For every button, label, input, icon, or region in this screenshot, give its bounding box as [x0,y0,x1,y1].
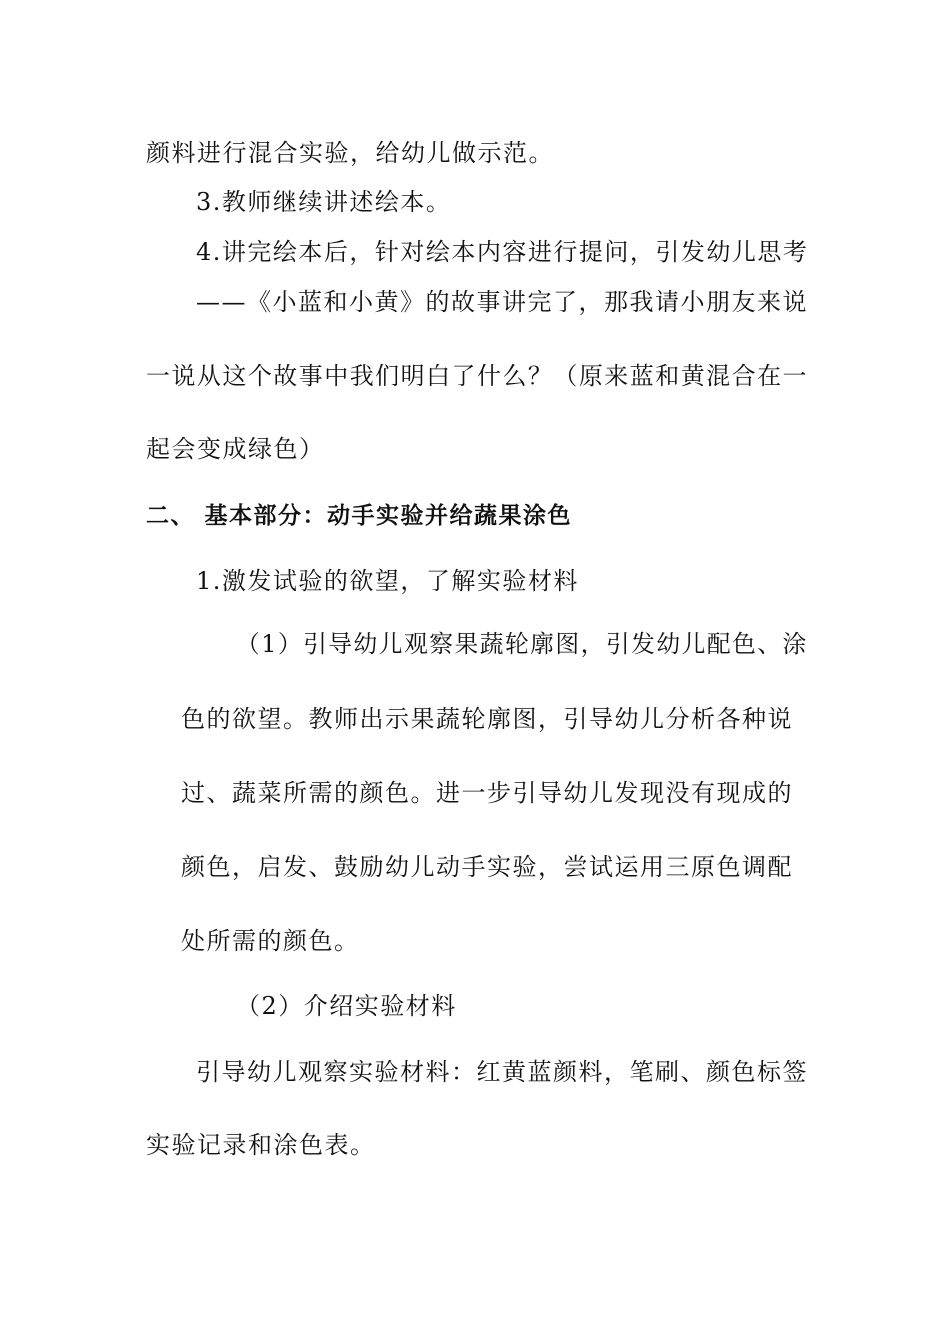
text-line: 一说从这个故事中我们明白了什么？（原来蓝和黄混合在一 [146,362,808,390]
text-line: 引导幼儿观察实验材料：红黄蓝颜料，笔刷、颜色标签 [196,1058,808,1086]
text-line: 颜料进行混合实验，给幼儿做示范。 [146,139,554,167]
text-line: ——《小蓝和小黄》的故事讲完了，那我请小朋友来说 [196,288,808,316]
text-line: （1）引导幼儿观察果蔬轮廓图，引发幼儿配色、涂 [236,630,808,658]
text-line: 起会变成绿色） [146,435,325,463]
text-line: 色的欲望。教师出示果蔬轮廓图，引导幼儿分析各种说 [181,705,793,733]
text-line: 过、蔬菜所需的颜色。进一步引导幼儿发现没有现成的 [181,779,793,807]
text-line: 3.教师继续讲述绘本。 [196,188,452,216]
text-line: 处所需的颜色。 [181,927,360,955]
text-line: 4.讲完绘本后，针对绘本内容进行提问，引发幼儿思考 [196,238,809,266]
text-line: 颜色，启发、鼓励幼儿动手实验，尝试运用三原色调配 [181,853,793,881]
text-line: 实验记录和涂色表。 [146,1131,376,1159]
section-heading: 二、 基本部分：动手实验并给蔬果涂色 [146,503,573,529]
text-line: 1.激发试验的欲望，了解实验材料 [196,567,579,595]
text-line: （2）介绍实验材料 [236,992,457,1020]
